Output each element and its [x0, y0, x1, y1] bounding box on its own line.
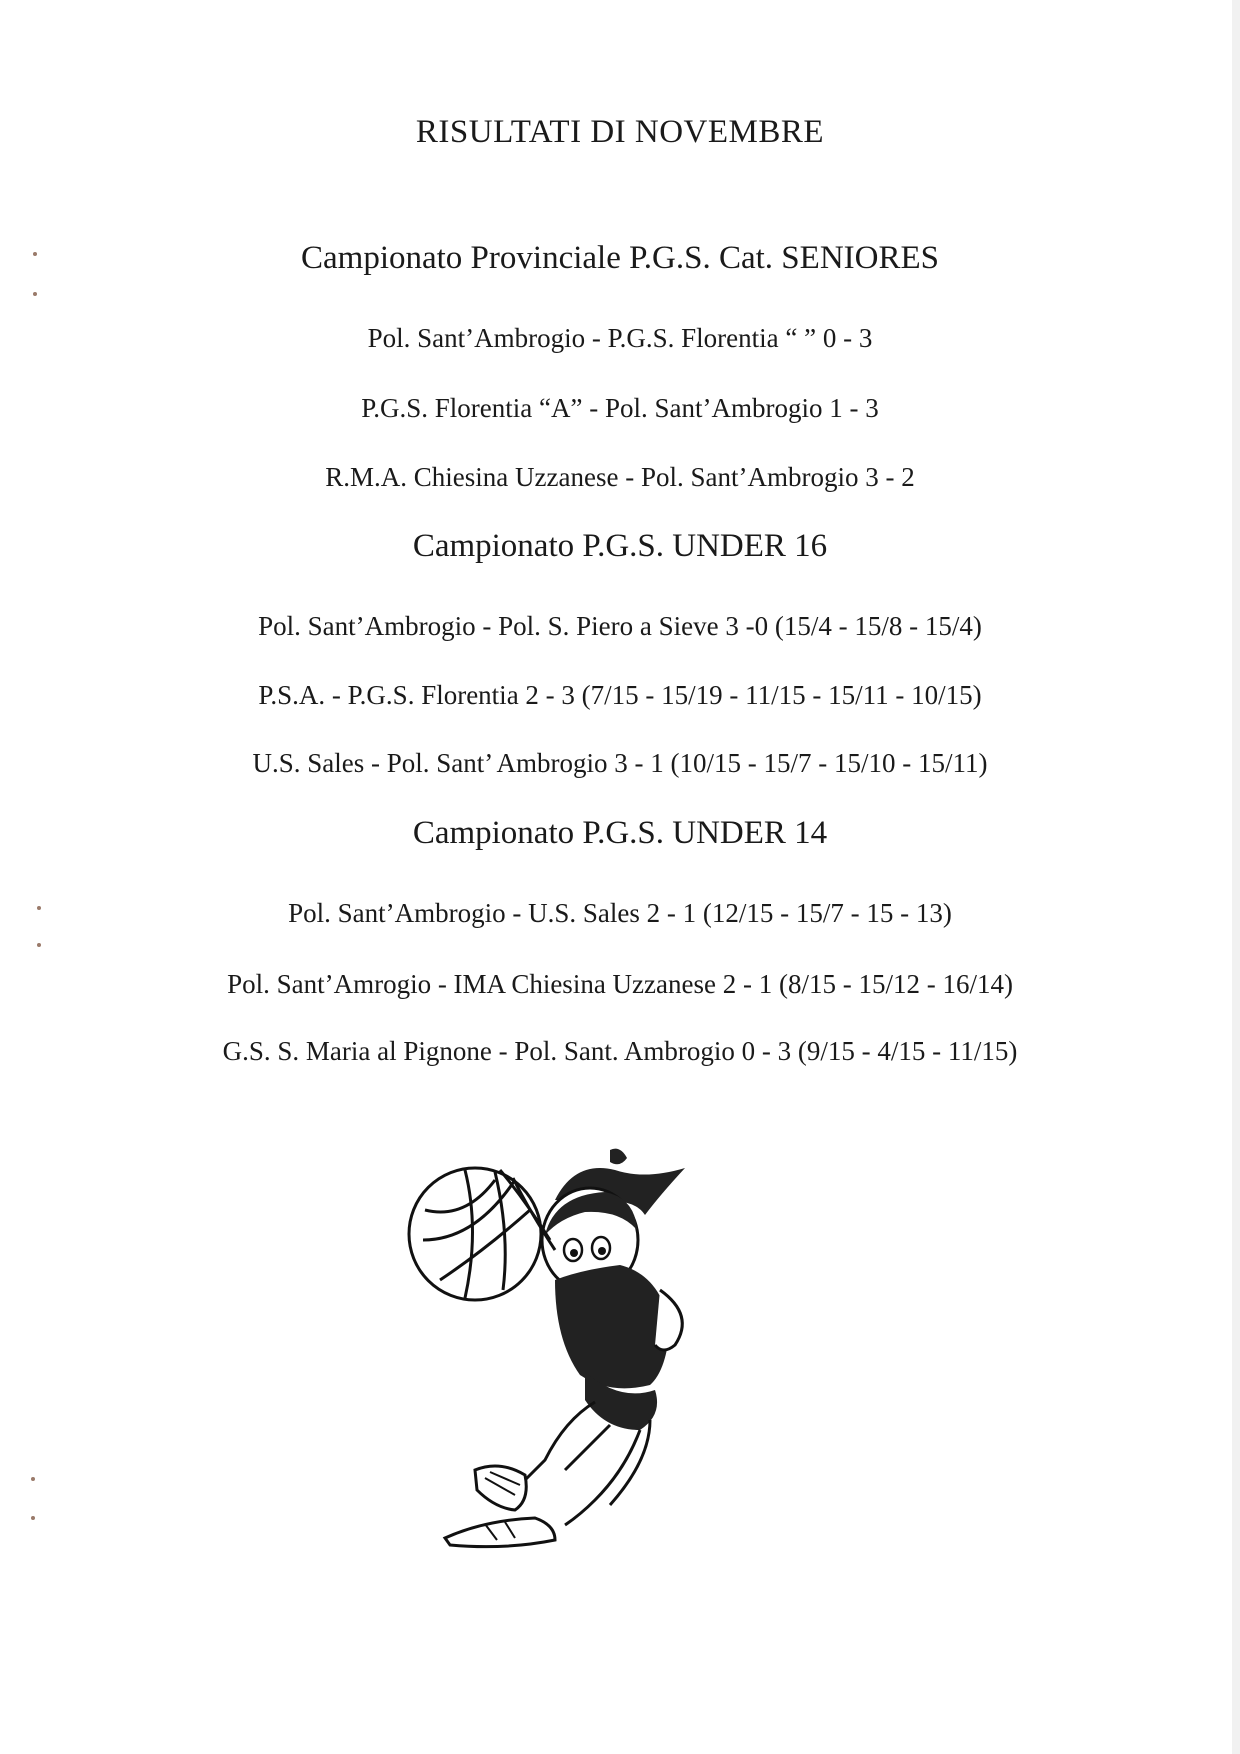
girl-volleyball-player-icon	[405, 1140, 735, 1560]
scan-speck	[37, 943, 41, 947]
scan-speck	[31, 1477, 35, 1481]
section-heading-seniores: Campionato Provinciale P.G.S. Cat. SENIORES	[301, 240, 939, 276]
scan-speck	[33, 252, 37, 256]
match-result: Pol. Sant’Ambrogio - U.S. Sales 2 - 1 (12/15 - 15/7 - 15 - 13)	[288, 898, 952, 928]
match-result: R.M.A. Chiesina Uzzanese - Pol. Sant’Ambrogio 3 - 2	[325, 462, 915, 492]
scan-speck	[37, 906, 41, 910]
match-result: Pol. Sant’Amrogio - IMA Chiesina Uzzanese 2 - 1 (8/15 - 15/12 - 16/14)	[227, 969, 1013, 999]
match-result: P.G.S. Florentia “A” - Pol. Sant’Ambrogio 1 - 3	[361, 393, 879, 423]
match-result: Pol. Sant’Ambrogio - P.G.S. Florentia “ ” 0 - 3	[367, 323, 873, 353]
match-result: U.S. Sales - Pol. Sant’ Ambrogio 3 - 1 (10/15 - 15/7 - 15/10 - 15/11)	[252, 748, 988, 778]
match-result: P.S.A. - P.G.S. Florentia 2 - 3 (7/15 - 15/19 - 11/15 - 15/11 - 10/15)	[258, 680, 982, 710]
section-heading-under16: Campionato P.G.S. UNDER 16	[412, 528, 828, 564]
volleyball-icon	[409, 1168, 541, 1300]
scan-speck	[33, 292, 37, 296]
scan-speck	[31, 1516, 35, 1520]
match-result: Pol. Sant’Ambrogio - Pol. S. Piero a Sieve 3 -0 (15/4 - 15/8 - 15/4)	[258, 611, 982, 641]
match-result: G.S. S. Maria al Pignone - Pol. Sant. Ambrogio 0 - 3 (9/15 - 4/15 - 11/15)	[222, 1036, 1018, 1066]
section-heading-under14: Campionato P.G.S. UNDER 14	[412, 815, 828, 851]
page-title: RISULTATI DI NOVEMBRE	[415, 114, 825, 150]
